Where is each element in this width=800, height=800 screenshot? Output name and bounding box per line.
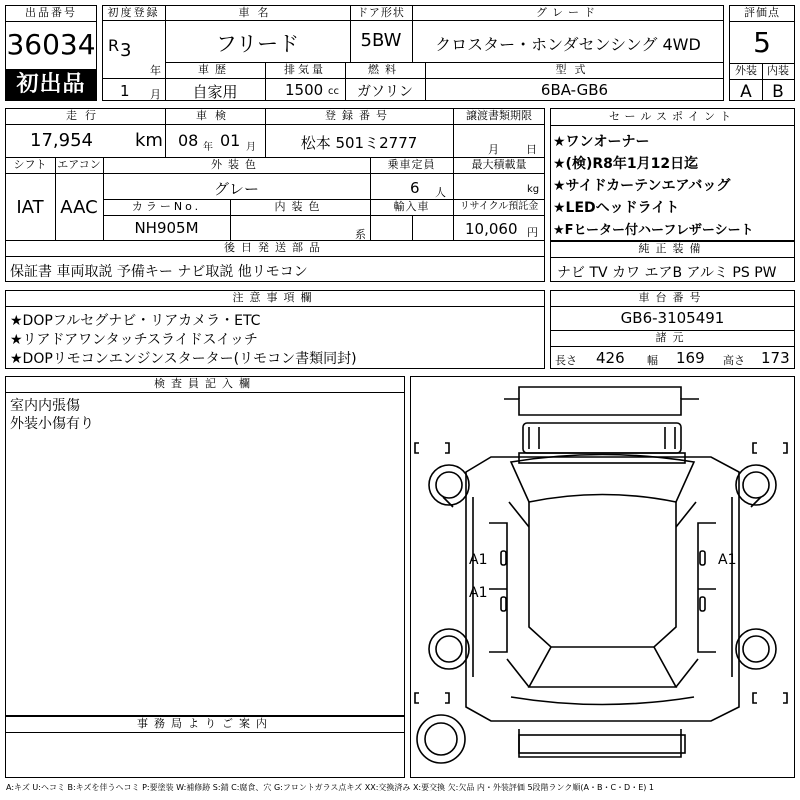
first-reg-year-unit: 年 [150, 64, 161, 77]
exterior-color-value: グレー [213, 180, 259, 198]
capacity-header: 乗車定員 [387, 158, 436, 171]
mileage-header: 走行 [66, 109, 104, 122]
first-reg-header: 初度登録 [107, 6, 160, 19]
sales-points-section [550, 108, 795, 241]
history-value: 自家用 [192, 83, 238, 101]
height-label: 高さ [723, 354, 745, 367]
displacement-value: 1500 [285, 81, 324, 99]
import-header: 輸入車 [393, 200, 430, 213]
aircon-header: エアコン [57, 158, 101, 171]
mileage-value: 17,954 [30, 130, 93, 151]
door-type: 5BW [360, 30, 402, 51]
car-outline-diagram [411, 377, 794, 777]
inspector-section [5, 376, 405, 716]
width-value: 169 [676, 349, 705, 367]
inspector-header: 検査員記入欄 [154, 377, 256, 390]
damage-legend: A:キズ U:ヘコミ B:キズを伴うヘコミ P:要塗装 W:補修跡 S:錆 C:腐食、穴 G:フロントガラス点キズ XX:交換済み X:要交換 欠:欠品 内・外装評価 5段階ランク順(A・B・C・D・E) 1 [6, 783, 655, 792]
grade-value: クロスター・ホンダセンシング 4WD [435, 35, 701, 54]
inspection-year: 08 [178, 131, 199, 150]
inspection-header: 車検 [196, 109, 234, 122]
interior-color-header: 内装色 [274, 200, 326, 213]
first-reg-year: 3 [120, 40, 132, 61]
first-reg-era: R [108, 36, 120, 55]
lot-section [5, 5, 97, 101]
transfer-day-unit: 日 [526, 143, 537, 156]
sales-point-item: ★サイドカーテンエアバッグ [553, 178, 731, 194]
sales-points-header: セールスポイント [608, 110, 736, 123]
interior-color-unit: 系 [355, 228, 366, 241]
inspection-month-unit: 月 [246, 142, 256, 153]
color-no-header: カラーNo. [131, 200, 202, 213]
aircon-value: AAC [60, 197, 98, 218]
chassis-value: GB6-3105491 [620, 309, 725, 327]
registration-header: 登録番号 [325, 109, 393, 122]
color-no-value: NH905M [134, 219, 199, 237]
inspector-line: 室内内張傷 [10, 398, 80, 414]
later-parts-header: 後日発送部品 [224, 241, 326, 254]
note-item: ★DOPリモコンエンジンスターター(リモコン書類同封) [10, 351, 357, 367]
model-code-header: 型式 [555, 63, 594, 76]
sales-point-item: ★ワンオーナー [553, 134, 650, 150]
inspection-year-unit: 年 [203, 142, 213, 153]
car-name: フリード [215, 32, 300, 56]
history-header: 車歴 [198, 63, 232, 76]
car-diagram [410, 376, 795, 778]
first-reg-month: 1 [120, 82, 130, 100]
score-value: 5 [753, 26, 771, 59]
displacement-header: 排気量 [284, 63, 326, 76]
recycle-unit: 円 [527, 226, 538, 239]
score-section [729, 5, 795, 101]
shift-header: シフト [13, 158, 47, 171]
first-listing-badge: 初出品 [6, 69, 96, 100]
registration-value: 松本 501ミ2777 [300, 134, 418, 152]
chassis-header: 車台番号 [638, 291, 707, 304]
interior-score: B [772, 82, 784, 102]
sales-point-item: ★(検)R8年1月12日迄 [553, 156, 699, 172]
damage-mark-right-front-door: A1 [718, 552, 737, 568]
later-parts-value: 保証書 車両取説 予備キー ナビ取説 他リモコン [10, 264, 308, 280]
sales-point-item: ★LEDヘッドライト [553, 200, 680, 216]
damage-mark-left-rear-door: A1 [469, 585, 488, 601]
height-value: 173 [761, 349, 790, 367]
equipment-section [550, 241, 795, 282]
displacement-unit: cc [328, 86, 339, 97]
width-label: 幅 [647, 354, 658, 367]
mileage-unit: km [135, 130, 163, 151]
office-header: 事務局よりご案内 [137, 717, 273, 730]
score-header: 評価点 [744, 6, 780, 19]
capacity-value: 6 [410, 179, 420, 197]
first-reg-month-unit: 月 [150, 88, 161, 101]
exterior-color-header: 外装色 [211, 158, 262, 171]
fuel-header: 燃料 [368, 63, 402, 76]
lot-header: 出品番号 [25, 6, 77, 19]
model-code: 6BA-GB6 [540, 81, 609, 99]
recycle-value: 10,060 [465, 220, 518, 238]
transfer-month-unit: 月 [488, 143, 499, 156]
fuel-value: ガソリン [357, 84, 413, 100]
equipment-value: ナビ TV カワ エアB アルミ PS PW [557, 265, 777, 281]
lot-number: 36034 [6, 28, 96, 61]
door-header: ドア形状 [357, 6, 405, 19]
exterior-score-header: 外装 [735, 64, 757, 77]
damage-mark-left-front-door: A1 [469, 552, 488, 568]
equipment-header: 純正装備 [638, 242, 707, 255]
office-section [5, 716, 405, 778]
recycle-header: リサイクル預託金 [459, 201, 539, 212]
interior-score-header: 内装 [767, 64, 789, 77]
notes-header: 注意事項欄 [232, 291, 318, 304]
sales-point-item: ★Fヒーター付ハーフレザーシート [553, 223, 754, 238]
note-item: ★DOPフルセグナビ・リアカメラ・ETC [10, 313, 261, 329]
transfer-deadline-header: 譲渡書類期限 [466, 109, 532, 122]
length-value: 426 [596, 349, 625, 367]
grade-header: グレード [536, 6, 600, 19]
max-load-header: 最大積載量 [471, 158, 527, 171]
car-name-header: 車名 [238, 6, 277, 19]
notes-section [5, 290, 545, 369]
length-label: 長さ [555, 354, 577, 367]
exterior-score: A [740, 82, 752, 102]
shift-value: IAT [16, 197, 44, 218]
dimensions-header: 諸元 [655, 331, 690, 344]
inspector-line: 外装小傷有り [10, 416, 94, 432]
max-load-unit: kg [527, 184, 540, 195]
note-item: ★リアドアワンタッチスライドスイッチ [10, 332, 258, 348]
chassis-section [550, 290, 795, 369]
inspection-month: 01 [220, 131, 241, 150]
capacity-unit: 人 [435, 186, 446, 199]
